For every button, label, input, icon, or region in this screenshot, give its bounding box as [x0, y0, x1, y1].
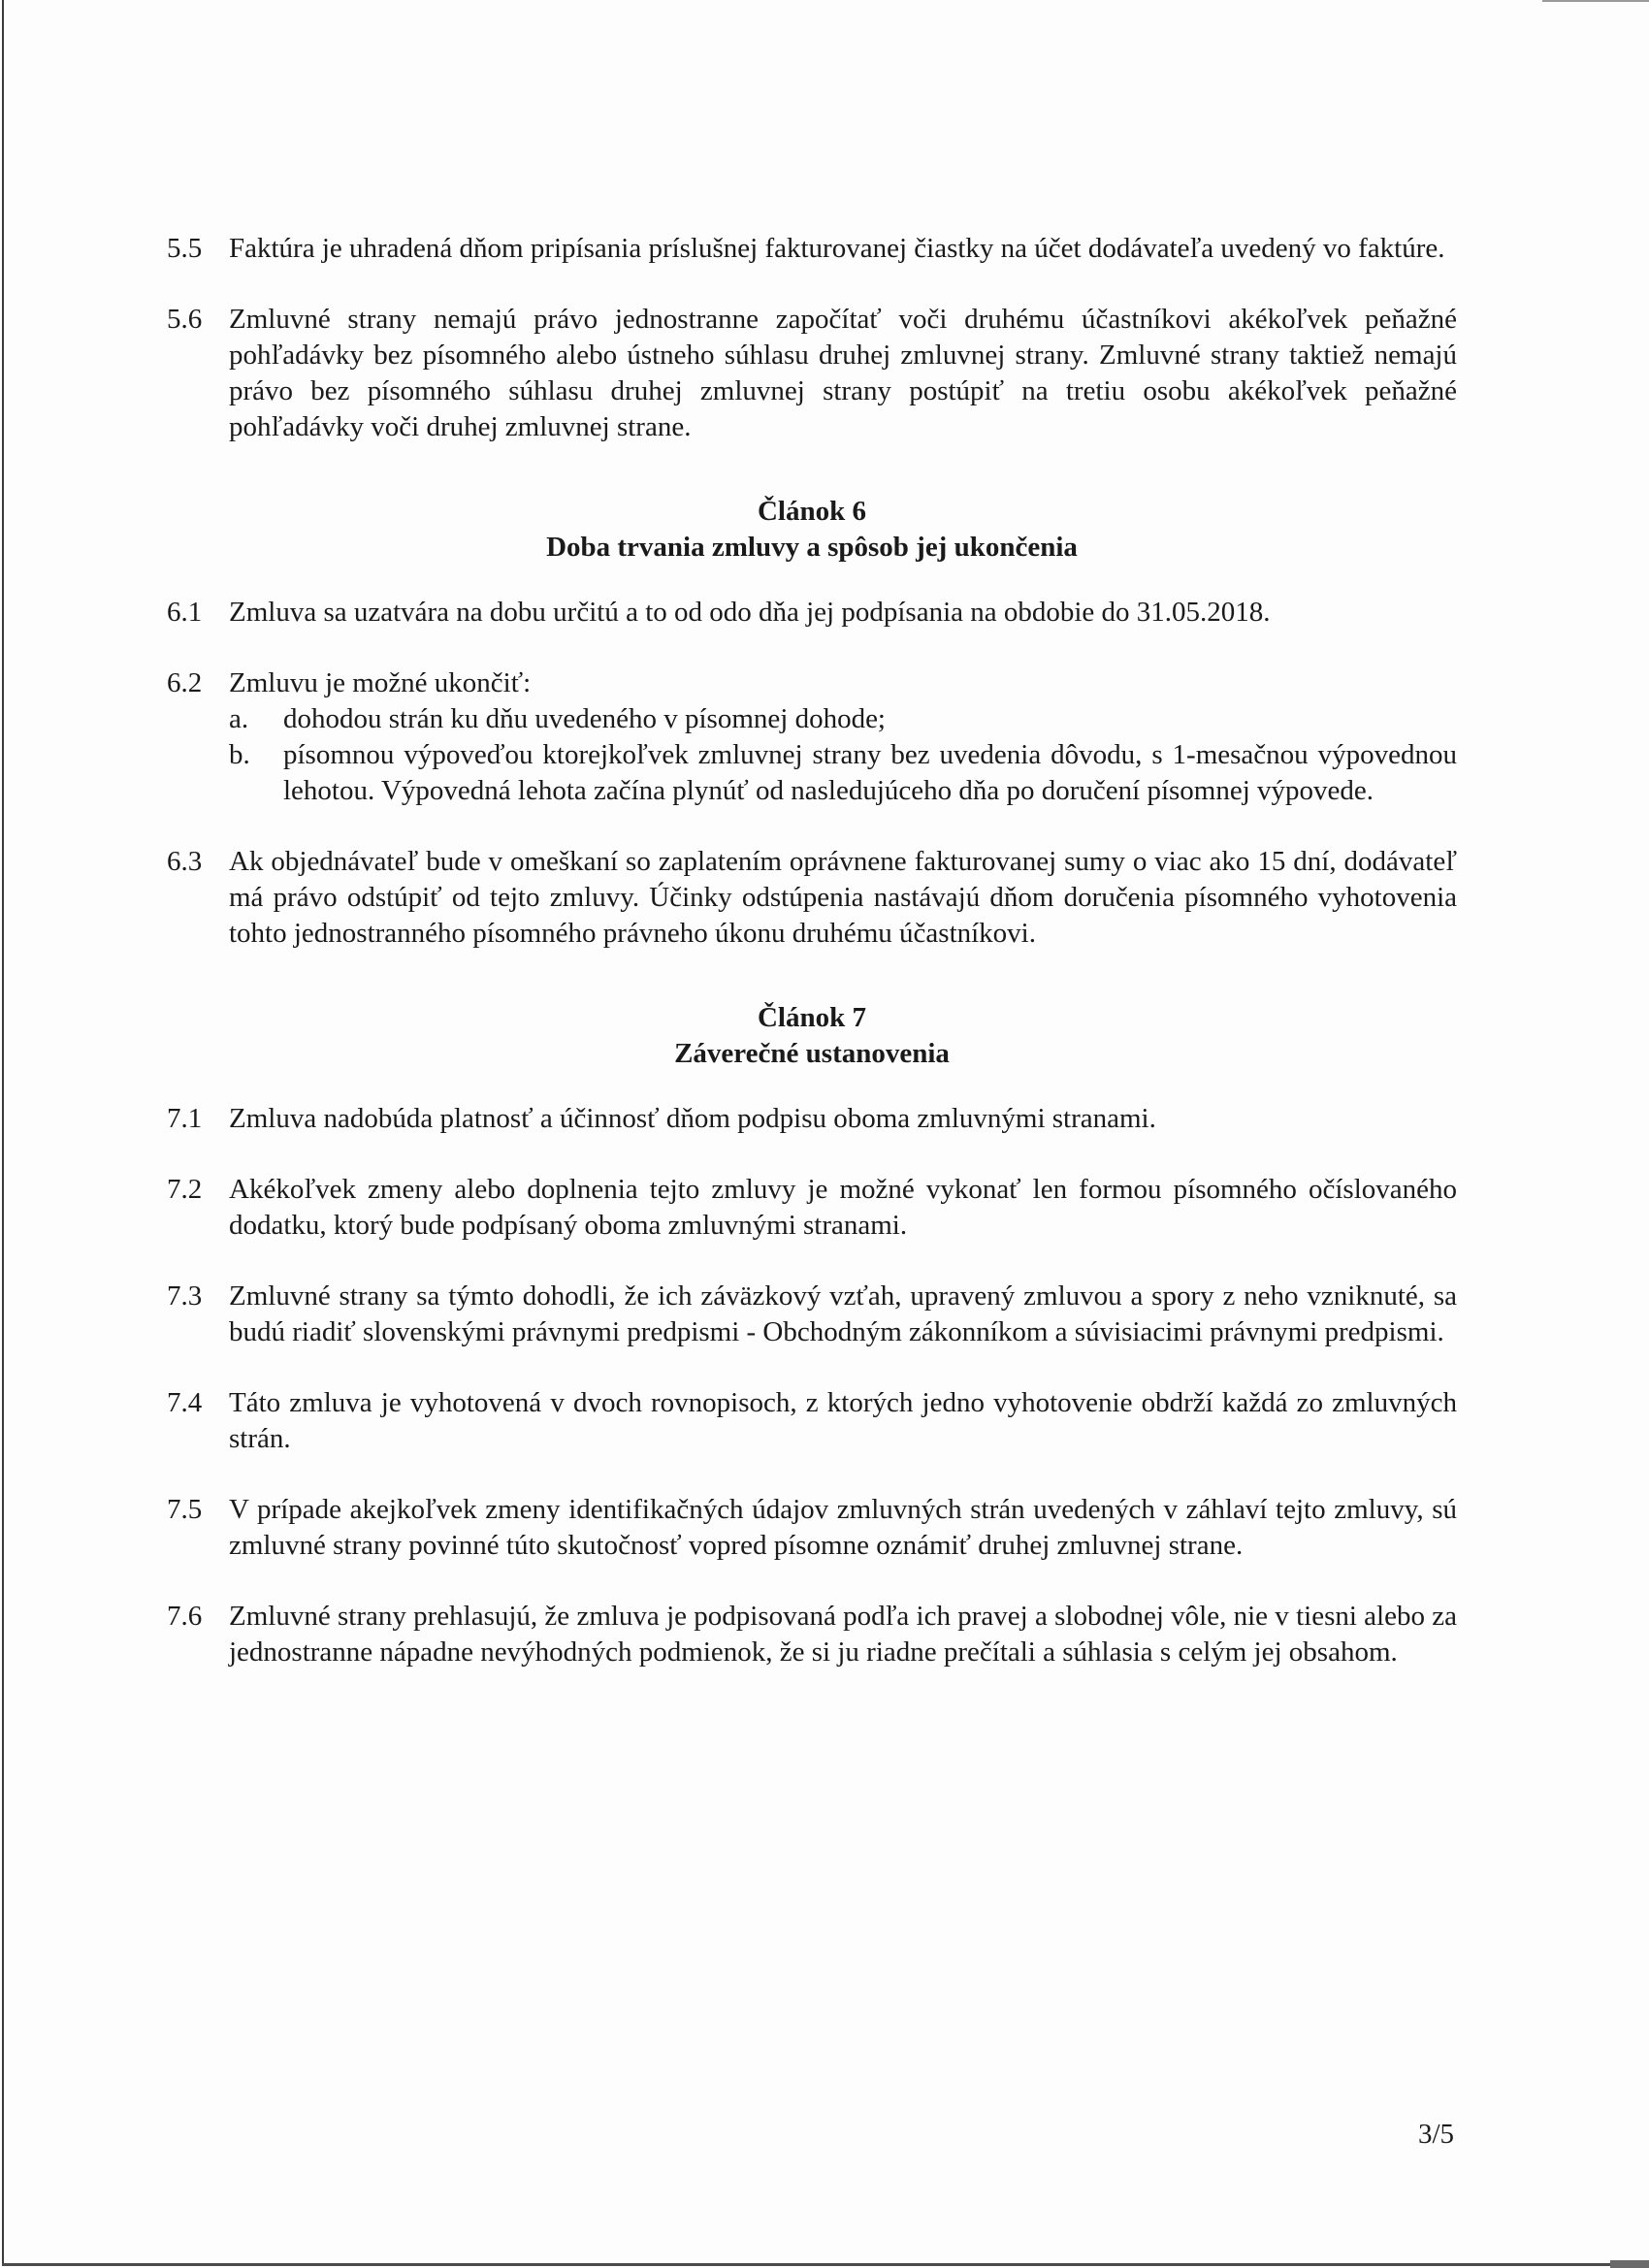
clause-text: Zmluva nadobúda platnosť a účinnosť dňom podpisu oboma zmluvnými stranami. — [229, 1103, 1156, 1134]
clause-text: Zmluvu je možné ukončiť: — [229, 667, 532, 698]
clause-number: 7.3 — [167, 1280, 203, 1312]
clause-number: 6.2 — [167, 667, 203, 698]
article-title: Doba trvania zmluvy a spôsob jej ukončenia — [546, 532, 1078, 563]
clause-number: 6.3 — [167, 846, 203, 877]
clause-text: Faktúra je uhradená dňom pripísania príslušnej fakturovanej čiastky na účet dodávateľa uvedený vo faktúre. — [229, 233, 1445, 264]
clause-5-6 — [167, 302, 1457, 445]
list-item-text: dohodou strán ku dňu uvedeného v písomnej dohode; — [283, 703, 886, 734]
page-number: 3/5 — [1418, 2119, 1455, 2150]
clause-7-3 — [167, 1279, 1457, 1350]
clause-text: Akékoľvek zmeny alebo doplnenia tejto zmluvy je možné vykonať len formou písomného očíslovaného dodatku, ktorý bude podpísaný oboma zmluvnými stranami. — [229, 1174, 1457, 1241]
clause-number: 7.4 — [167, 1387, 203, 1418]
clause-number: 5.5 — [167, 233, 203, 264]
clause-text: V prípade akejkoľvek zmeny identifikačných údajov zmluvných strán uvedených v záhlaví tejto zmluvy, sú zmluvné strany povinné túto skutočnosť vopred písomne oznámiť druhej zmluvnej strane. — [229, 1494, 1457, 1561]
scan-edge-top — [1542, 0, 1649, 2]
clause-number: 5.6 — [167, 304, 203, 335]
clause-text: Táto zmluva je vyhotovená v dvoch rovnopisoch, z ktorých jedno vyhotovenie obdrží každá zo zmluvných strán. — [229, 1387, 1457, 1454]
article-number: Článok 7 — [757, 1002, 866, 1033]
article-7-heading — [167, 1000, 1457, 1072]
clause-5-5 — [167, 231, 1457, 267]
clause-text: Zmluvné strany sa týmto dohodli, že ich záväzkový vzťah, upravený zmluvou a spory z neho vzniknuté, sa budú riadiť slovenskými právnymi predpismi - Obchodným zákonníkom a súvisiacimi právnymi predpismi. — [229, 1280, 1457, 1347]
clause-7-6 — [167, 1599, 1457, 1670]
clause-number: 7.5 — [167, 1494, 203, 1525]
clause-text: Ak objednávateľ bude v omeškaní so zaplatením oprávnene fakturovanej sumy o viac ako 15 dní, dodávateľ má právo odstúpiť od tejto zmluvy. Účinky odstúpenia nastávajú dňom doručenia písomného vyhotovenia tohto jednostranného písomného právneho úkonu druhému účastníkovi. — [229, 846, 1457, 949]
list-item-letter: a. — [229, 703, 249, 734]
clause-6-1 — [167, 595, 1457, 631]
clause-text: Zmluvné strany nemajú právo jednostranne započítať voči druhému účastníkovi akékoľvek peňažné pohľadávky bez písomného alebo ústneho súhlasu druhej zmluvnej strany. Zmluvné strany taktiež nemajú právo bez písomného súhlasu druhej zmluvnej strany postúpiť na tretiu osobu akékoľvek peňažné pohľadávky voči druhej zmluvnej strane. — [229, 304, 1457, 442]
clause-6-3 — [167, 844, 1457, 952]
clause-number: 7.1 — [167, 1103, 203, 1134]
article-title: Záverečné ustanovenia — [674, 1038, 950, 1069]
article-6-heading — [167, 494, 1457, 566]
scan-edge-bottom — [2, 2263, 1612, 2266]
document-body — [167, 231, 1457, 1705]
list-item — [229, 701, 1457, 737]
scan-edge-left — [2, 0, 4, 2265]
clause-7-4 — [167, 1385, 1457, 1457]
clause-7-2 — [167, 1172, 1457, 1244]
list-item-text: písomnou výpoveďou ktorejkoľvek zmluvnej strany bez uvedenia dôvodu, s 1-mesačnou výpovednou lehotou. Výpovedná lehota začína plynúť od nasledujúceho dňa po doručení písomnej výpovede. — [283, 739, 1457, 806]
list-item-letter: b. — [229, 739, 250, 770]
clause-text: Zmluva sa uzatvára na dobu určitú a to od odo dňa jej podpísania na obdobie do 31.05.2018. — [229, 597, 1271, 628]
article-number: Článok 6 — [757, 496, 866, 527]
clause-text: Zmluvné strany prehlasujú, že zmluva je podpisovaná podľa ich pravej a slobodnej vôle, nie v tiesni alebo za jednostranne nápadne nevýhodných podmienok, že si ju riadne prečítali a súhlasia s celým jej obsahom. — [229, 1601, 1457, 1668]
clause-number: 7.6 — [167, 1601, 203, 1632]
scan-edge-corner — [1610, 2260, 1649, 2268]
termination-options-list — [229, 701, 1457, 809]
clause-number: 7.2 — [167, 1174, 203, 1205]
clause-7-1 — [167, 1101, 1457, 1137]
list-item — [229, 737, 1457, 809]
clause-number: 6.1 — [167, 597, 203, 628]
clause-6-2 — [167, 665, 1457, 809]
clause-7-5 — [167, 1492, 1457, 1564]
